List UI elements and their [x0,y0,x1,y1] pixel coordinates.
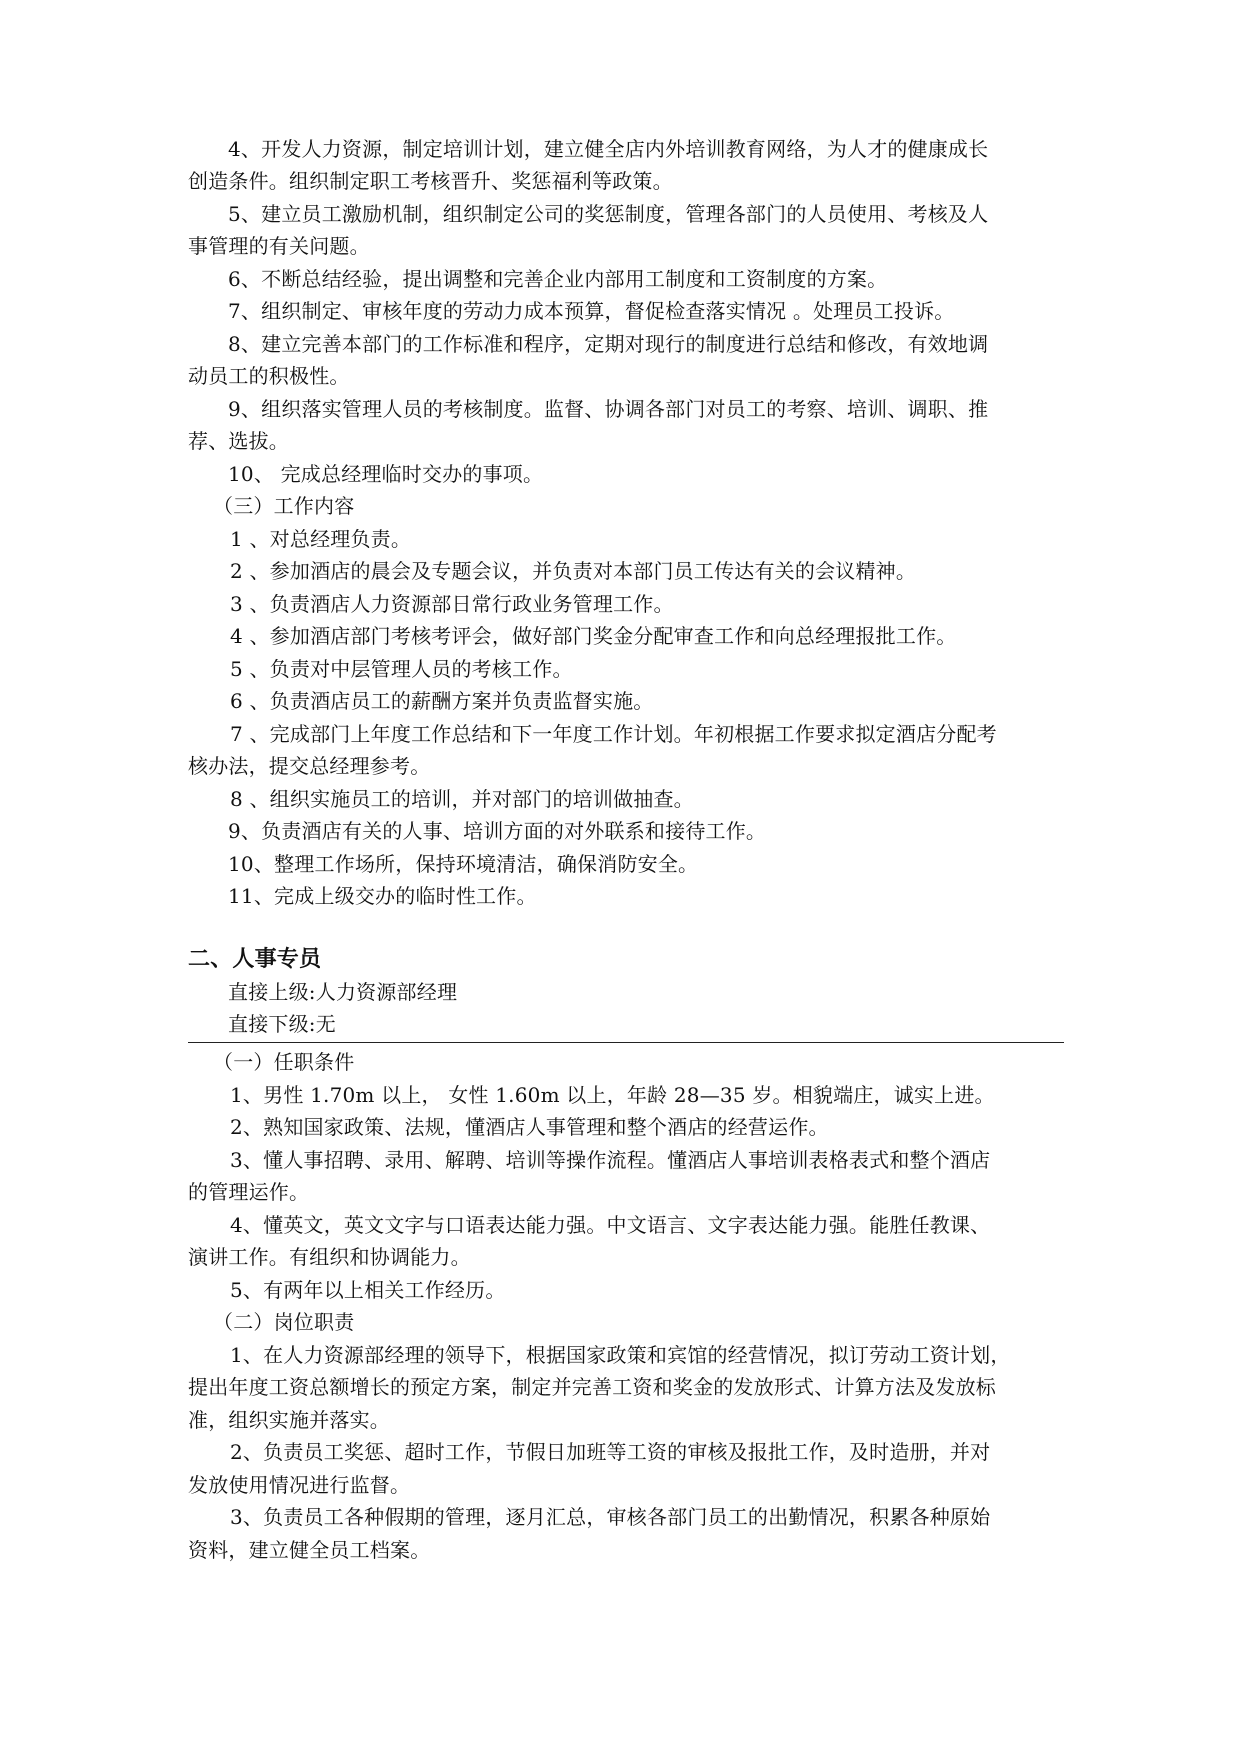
paragraph-line: 8、建立完善本部门的工作标准和程序，定期对现行的制度进行总结和修改，有效地调 [228,332,989,356]
paragraph-line: 10、 完成总经理临时交办的事项。 [228,462,544,486]
list-item: 9、负责酒店有关的人事、培训方面的对外联系和接待工作。 [228,819,767,843]
paragraph-line: 事管理的有关问题。 [188,234,370,258]
list-item: 3、负责员工各种假期的管理，逐月汇总，审核各部门员工的出勤情况，积累各种原始 [230,1505,991,1529]
list-item-continuation: 准，组织实施并落实。 [188,1408,390,1432]
list-item-continuation: 演讲工作。有组织和协调能力。 [188,1245,471,1269]
paragraph-line: 动员工的积极性。 [188,364,350,388]
list-item: 10、整理工作场所，保持环境清洁，确保消防安全。 [228,852,699,876]
list-item: 5、有两年以上相关工作经历。 [230,1278,506,1302]
list-item: 4、懂英文，英文文字与口语表达能力强。中文语言、文字表达能力强。能胜任教课、 [230,1213,991,1237]
list-item-continuation: 发放使用情况进行监督。 [188,1473,411,1497]
paragraph-line: 5、建立员工激励机制，组织制定公司的奖惩制度，管理各部门的人员使用、考核及人 [228,202,989,226]
list-item: 2、负责员工奖惩、超时工作，节假日加班等工资的审核及报批工作，及时造册，并对 [230,1440,991,1464]
paragraph-line: 6、不断总结经验，提出调整和完善企业内部用工制度和工资制度的方案。 [228,267,888,291]
list-item: 5 、负责对中层管理人员的考核工作。 [230,657,573,681]
list-item-continuation: 资料，建立健全员工档案。 [188,1538,431,1562]
list-item: 8 、组织实施员工的培训，并对部门的培训做抽查。 [230,787,694,811]
list-item: 3 、负责酒店人力资源部日常行政业务管理工作。 [230,592,674,616]
list-item: 2 、参加酒店的晨会及专题会议，并负责对本部门员工传达有关的会议精神。 [230,559,917,583]
list-item-continuation: 提出年度工资总额增长的预定方案，制定并完善工资和奖金的发放形式、计算方法及发放标 [188,1375,996,1399]
paragraph-line: 4、开发人力资源，制定培训计划，建立健全店内外培训教育网络，为人才的健康成长 [228,137,989,161]
section-title: （二）岗位职责 [213,1310,355,1334]
paragraph-line: 荐、选拔。 [188,429,289,453]
list-item: 11、完成上级交办的临时性工作。 [228,884,537,908]
section-title: （三）工作内容 [213,494,355,518]
list-item: 4 、参加酒店部门考核考评会，做好部门奖金分配审查工作和向总经理报批工作。 [230,624,957,648]
list-item: 6 、负责酒店员工的薪酬方案并负责监督实施。 [230,689,654,713]
section-title: （一）任职条件 [213,1050,355,1074]
list-item: 2、熟知国家政策、法规，懂酒店人事管理和整个酒店的经营运作。 [230,1115,829,1139]
list-item-continuation: 核办法，提交总经理参考。 [188,754,431,778]
list-item: 7 、完成部门上年度工作总结和下一年度工作计划。年初根据工作要求拟定酒店分配考 [230,722,997,746]
document-body [188,0,1064,1754]
list-item: 1 、对总经理负责。 [230,527,412,551]
list-item: 1、在人力资源部经理的领导下，根据国家政策和宾馆的经营情况，拟订劳动工资计划， [230,1343,1011,1367]
list-item: 1、男性 1.70m 以上， 女性 1.60m 以上，年龄 28—35 岁。相貌端庄，诚实上进。 [230,1083,995,1107]
paragraph-line: 7、组织制定、审核年度的劳动力成本预算，督促检查落实情况 。处理员工投诉。 [228,299,955,323]
paragraph-line: 9、组织落实管理人员的考核制度。监督、协调各部门对员工的考察、培训、调职、推 [228,397,989,421]
horizontal-rule [188,1042,1064,1043]
list-item-continuation: 的管理运作。 [188,1180,310,1204]
direct-superior: 直接上级:人力资源部经理 [228,980,458,1004]
section-heading: 二、人事专员 [188,947,322,972]
direct-subordinate: 直接下级:无 [228,1012,336,1036]
paragraph-line: 创造条件。组织制定职工考核晋升、奖惩福利等政策。 [188,169,673,193]
list-item: 3、懂人事招聘、录用、解聘、培训等操作流程。懂酒店人事培训表格表式和整个酒店 [230,1148,991,1172]
